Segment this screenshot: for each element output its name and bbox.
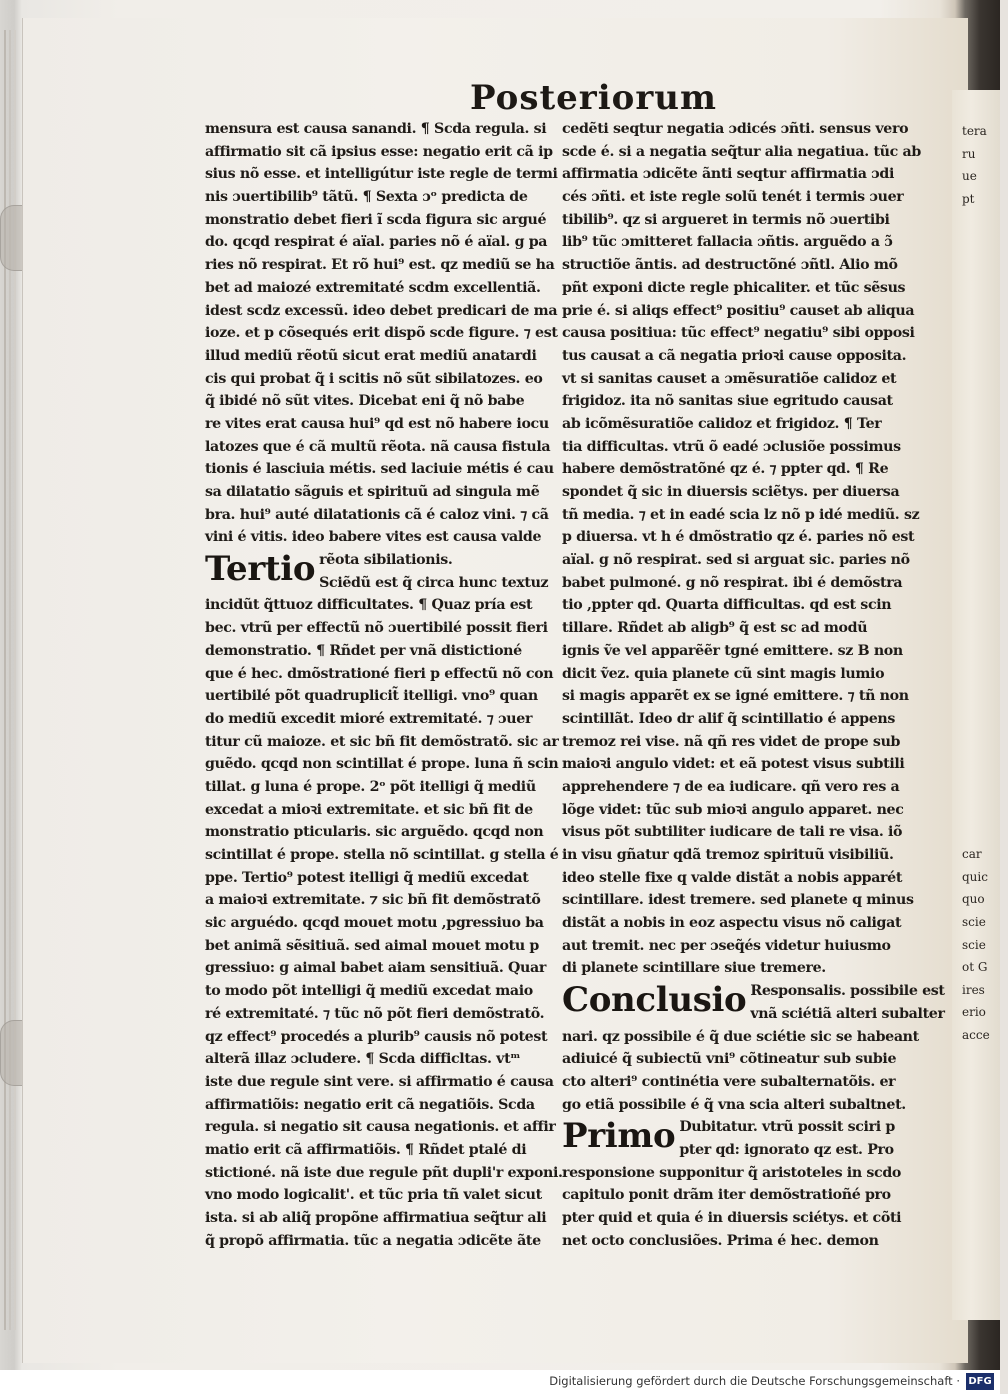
text-line: affirmatiõis: negatio erit cã negatiõis. Scda <box>205 1096 535 1113</box>
text-line: pter quid et quia é in diuersis sciétys. et cõti <box>562 1210 902 1226</box>
facing-page-fragment: pt <box>962 191 975 206</box>
text-line: rẽota sibilationis. <box>319 552 453 569</box>
text-line: cis qui probat q̃ i scitis nõ sũt sibilatozes. eo <box>205 370 543 387</box>
text-line: vt si sanitas causet a ɔmẽsuratiõe calidoz et <box>562 370 897 387</box>
initial-primo: Primo <box>562 1116 676 1157</box>
facing-page-fragment: ot G <box>962 960 988 975</box>
text-line: babet pulmoné. g nõ respirat. ibi é demõstra <box>562 574 903 591</box>
text-line: q̃ propõ affirmatia. tũc a negatia ɔdicẽte ãte <box>205 1232 541 1249</box>
facing-page-fragment: ru <box>962 146 976 161</box>
text-line: latozes que é cã multũ rẽota. nã causa fistula <box>205 438 551 455</box>
text-line: vno modo logicalit'. et tũc pria tñ valet sicut <box>205 1187 542 1204</box>
facing-page-fragment: ires <box>962 982 985 997</box>
text-line: vnã sciétiã alteri subalter <box>750 1005 945 1022</box>
text-line: iste due regule sint vere. si affirmatio é causa <box>205 1073 554 1090</box>
text-line: habere demõstratõné qz é. ⁊ ppter qd. ¶ Re <box>562 461 889 478</box>
facing-page-fragment: acce <box>962 1028 990 1042</box>
text-line: capitulo ponit drãm iter demõstratioñé pro <box>562 1187 891 1204</box>
text-line: bec. vtrũ per effectũ nõ ɔuertibilé possit fieri <box>205 620 548 637</box>
text-line: gressiuo: g aimal babet aiam sensitiuã. Quar <box>205 960 546 977</box>
text-line: stictioné. nã iste due regule pñt dupli'r exponi. <box>205 1164 563 1181</box>
text-line: scintillat é prope. stella nõ scintillat. g stella é <box>205 847 559 863</box>
text-line: tia difficultas. vtrũ õ eadé ɔclusiõe possimus <box>562 438 901 455</box>
text-line: regula. si negatio sit causa negationis. et affir <box>205 1119 556 1136</box>
right-column-block-1 <box>562 118 921 980</box>
facing-page-fragment: quic <box>962 869 988 884</box>
text-line: Responsalis. possibile est <box>750 983 945 1000</box>
facing-page-fragment: car <box>962 847 982 862</box>
text-line: ignis ṽe vel apparẽẽr tgné emittere. sz B non <box>562 642 903 659</box>
text-line: p diuersa. vt h é dmõstratio qz é. paries nõ est <box>562 529 915 546</box>
text-line: bra. hui⁹ auté dilatationis cã é caloz vini. ⁊ cã <box>205 506 549 523</box>
digitization-footer <box>0 1370 1000 1394</box>
text-line: di planete scintillare siue tremere. <box>562 960 826 977</box>
text-line: tio ,ppter qd. Quarta difficultas. qd est scin <box>562 597 892 614</box>
footer-text: Digitalisierung gefördert durch die Deutsche Forschungsgemeinschaft · <box>549 1374 960 1388</box>
text-line: adiuicé q̃ subiectũ vni⁹ cõtineatur sub subie <box>562 1051 897 1068</box>
text-line: pñt exponi dicte regle phicaliter. et tũc sẽsus <box>562 279 906 296</box>
text-line: affirmatio sit cã ipsius esse: negatio erit cã ip <box>205 143 553 160</box>
text-line: lõge videt: tũc sub mioꝛi angulo apparet. nec <box>562 801 904 818</box>
initial-conclusio: Conclusio <box>562 980 747 1021</box>
text-line: prie é. si aliqs effect⁹ positiu⁹ causet ab aliqua <box>562 302 915 319</box>
text-line: que é hec. dmõstrationé fieri p effectũ nõ con <box>205 665 554 682</box>
text-line: a maioꝛi extremitate. ⁊ sic bñ fit demõstratõ <box>205 892 541 909</box>
facing-page-fragment: erio <box>962 1005 986 1020</box>
facing-page-fragment: ue <box>962 169 977 184</box>
text-line: vini é vitis. ideo babere vites est causa valde <box>205 529 542 546</box>
text-line: frigidoz. ita nõ sanitas siue egritudo causat <box>562 393 893 410</box>
text-line: monstratio debet fieri ĩ scda figura sic argué <box>205 211 547 228</box>
text-line: tibilib⁹. qz si argueret in termis nõ ɔuertibi <box>562 211 890 228</box>
text-line: spondet q̃ sic in diuersis sciẽtys. per diuersa <box>562 484 900 500</box>
text-line: Dubitatur. vtrũ possit sciri p <box>679 1119 895 1136</box>
text-line: aut tremit. nec per ɔseq̃és videtur huiusmo <box>562 937 891 954</box>
left-column <box>205 118 563 1252</box>
text-line: affirmatia ɔdicẽte ãnti seqtur affirmatia ɔdi <box>562 166 895 183</box>
text-line: maioꝛi angulo videt: et eã potest visus subtili <box>562 756 905 773</box>
text-line: monstratio pticularis. sic arguẽdo. qcqd non <box>205 824 544 841</box>
text-line: scde é. si a negatia seq̃tur alia negatiua. tũc ab <box>562 143 921 160</box>
text-line: excedat a mioꝛi extremitate. et sic bñ fit de <box>205 801 533 818</box>
text-line: demonstratio. ¶ Rñdet per vnã distictioné <box>205 642 522 659</box>
facing-page-fragment: tera <box>962 124 987 138</box>
text-line: cedẽti seqtur negatia ɔdicés ɔñti. sensus vero <box>562 121 909 137</box>
text-line: alterã illaz ɔcludere. ¶ Scda difficltas. vtᵐ <box>205 1051 521 1068</box>
running-header: Posteriorum <box>470 78 717 118</box>
text-line: Sciẽdũ est q̃ circa hunc textuz <box>319 574 549 591</box>
facing-page-fragment: scie <box>962 915 986 929</box>
right-column-block-2 <box>562 1026 919 1117</box>
text-line: re vites erat causa hui⁹ qd est nõ habere iocu <box>205 415 549 432</box>
text-line: cés ɔñti. et iste regle solũ tenét i termis ɔuer <box>562 189 904 206</box>
facing-page-fragment: quo <box>962 892 985 907</box>
text-line: lib⁹ tũc ɔmitteret fallacia ɔñtis. arguẽdo a ɔ̃ <box>562 234 893 251</box>
primo-block <box>562 1116 907 1161</box>
text-line: responsione supponitur q̃ aristoteles in scdo <box>562 1164 901 1181</box>
text-line: mensura est causa sanandi. ¶ Scda regula. si <box>205 121 547 137</box>
text-line: causa positiua: tũc effect⁹ negatiu⁹ sibi opposi <box>562 325 915 342</box>
text-line: incidũt q̃ttuoz difficultates. ¶ Quaz pría est <box>205 597 533 614</box>
text-line: bet ad maiozé extremitaté scdm excellentiã. <box>205 279 541 296</box>
text-line: bet animã sẽsitiuã. sed aimal mouet motu p <box>205 937 540 954</box>
text-line: ré extremitaté. ⁊ tũc nõ põt fieri demõstratõ. <box>205 1005 545 1022</box>
text-line: pter qd: ignorato qz est. Pro <box>679 1141 894 1158</box>
text-line: ideo stelle fixe q valde distãt a nobis apparét <box>562 869 903 886</box>
text-line: dicit ṽez. quia planete cũ sint magis lumio <box>562 665 885 682</box>
text-line: sic arguédo. qcqd mouet motu ,pgressiuo ba <box>205 915 544 932</box>
text-line: titur cũ maioze. et sic bñ fit demõstratõ. sic ar <box>205 733 559 750</box>
text-line: go etiã possibile é q̃ vna scia alteri subaltnet. <box>562 1096 906 1113</box>
text-line: uertibilé põt quadruplicit̃ itelligi. vno⁹ quan <box>205 688 538 705</box>
text-line: net octo conclusiões. Prima é hec. demon <box>562 1232 879 1249</box>
text-line: idest scdz excessũ. ideo debet predicari de ma <box>205 302 558 319</box>
tertio-block <box>205 549 550 594</box>
text-line: ista. si ab aliq̃ propõne affirmatiua seq̃tur ali <box>205 1210 547 1226</box>
left-column-block-1 <box>205 118 558 549</box>
text-line: tionis é lasciuia métis. sed laciuie métis é cau <box>205 461 554 478</box>
text-line: tillat. g luna é prope. 2ᵒ põt itelligi q̃ mediũ <box>205 778 536 795</box>
text-line: ppe. Tertio⁹ potest itelligi q̃ mediũ excedat <box>205 869 529 886</box>
text-line: scintillare. idest tremere. sed planete q minus <box>562 892 914 909</box>
conclusio-lines <box>750 980 945 1025</box>
text-line: matio erit cã affirmatiõis. ¶ Rñdet ptalé di <box>205 1141 527 1158</box>
text-line: tñ media. ⁊ et in eadé scia lz nõ p idé mediũ. sz <box>562 506 920 523</box>
text-line: ries nõ respirat. Et rõ hui⁹ est. qz mediũ se ha <box>205 257 555 274</box>
text-line: to modo põt intelligi q̃ mediũ excedat maio <box>205 983 533 1000</box>
primo-lines <box>679 1116 907 1161</box>
right-column-block-3 <box>562 1162 907 1253</box>
text-line: cto alteri⁹ continétia vere subalternatõis. er <box>562 1073 896 1090</box>
text-line: tus causat a cã negatia prioꝛi cause opposita. <box>562 347 907 364</box>
text-line: nari. qz possibile é q̃ due sciétie sic se habeant <box>562 1028 919 1045</box>
text-line: do mediũ excedit mioré extremitaté. ⁊ ɔuer <box>205 710 533 727</box>
facing-page-fragment: scie <box>962 937 986 952</box>
left-column-block-2 <box>205 594 563 1252</box>
right-column <box>562 118 945 1252</box>
initial-tertio: Tertio <box>205 549 316 590</box>
text-line: do. qcqd respirat é aïal. paries nõ é aïal. g pa <box>205 234 548 251</box>
text-line: scintillãt. Ideo dr alif q̃ scintillatio é appens <box>562 710 895 727</box>
text-line: distãt a nobis in eoz aspectu visus nõ caligat <box>562 915 902 932</box>
text-line: structiõe ãntis. ad destructõné ɔñtl. Alio mõ <box>562 257 898 274</box>
dfg-logo: DFG <box>966 1373 994 1390</box>
text-line: sa dilatatio sãguis et spirituũ ad singula mẽ <box>205 484 540 500</box>
conclusio-block <box>562 980 945 1025</box>
text-line: in visu gñatur qdã tremoz spirituũ visibiliũ. <box>562 847 894 863</box>
text-line: ioze. et p cõsequés erit dispõ scde figure. ⁊ est <box>205 325 558 342</box>
text-line: tillare. Rñdet ab aligb⁹ q̃ est sc ad modũ <box>562 620 868 637</box>
text-line: q̃ ibidé nõ sũt vites. Dicebat eni q̃ nõ babe <box>205 393 525 410</box>
text-line: aïal. g nõ respirat. sed si arguat sic. paries nõ <box>562 552 910 569</box>
text-line: ab icõmẽsuratiõe calidoz et frigidoz. ¶ Ter <box>562 415 882 432</box>
text-line: visus põt subtiliter iudicare de tali re visa. iõ <box>562 824 903 841</box>
text-line: sius nõ esse. et intelligútur iste regle de termi <box>205 166 558 183</box>
tertio-lines <box>319 549 550 594</box>
text-line: si magis apparẽt ex se igné emittere. ⁊ tñ non <box>562 688 909 705</box>
facing-page <box>952 90 1000 1320</box>
text-line: nis ɔuertibilib⁹ tãtũ. ¶ Sexta ɔᵒ predicta de <box>205 189 528 206</box>
text-line: illud mediũ rẽotũ sicut erat mediũ anatardi <box>205 347 537 364</box>
text-line: guẽdo. qcqd non scintillat é prope. luna ñ scin <box>205 756 559 773</box>
text-line: tremoz rei vise. nã qñ res videt de prope sub <box>562 733 901 750</box>
text-line: qz effect⁹ procedés a plurib⁹ causis nõ potest <box>205 1028 548 1045</box>
text-line: apprehendere ⁊ de ea iudicare. qñ vero res a <box>562 778 900 795</box>
